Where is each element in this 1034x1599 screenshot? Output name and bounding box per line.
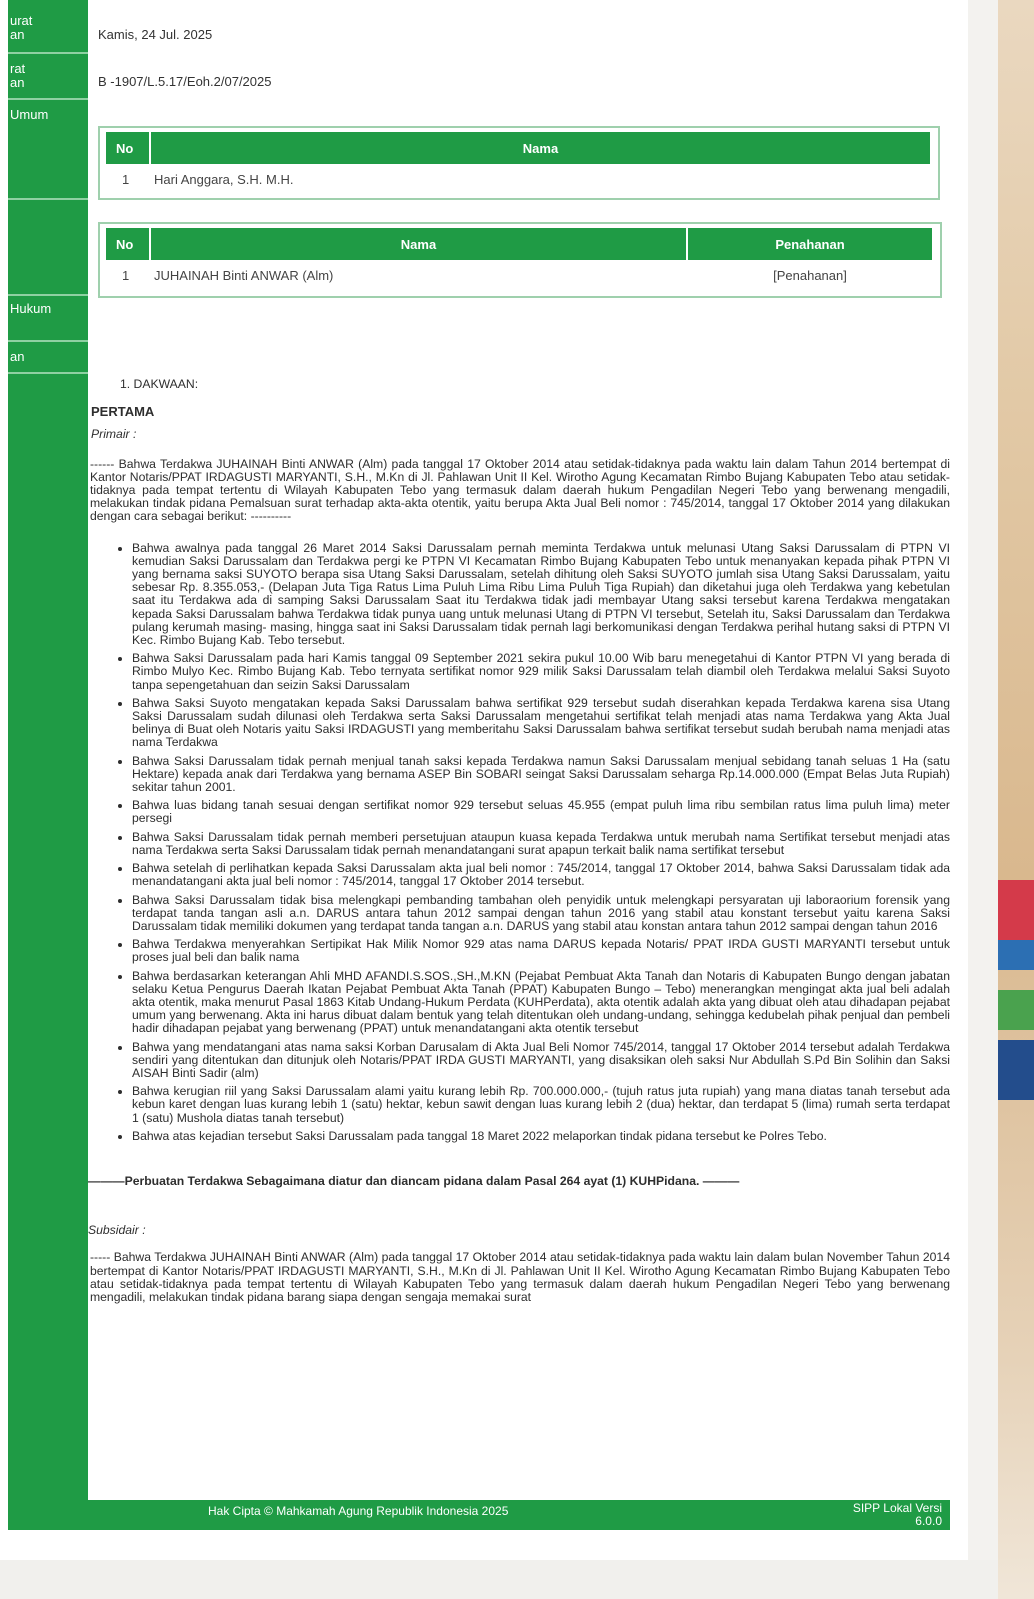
main-content bbox=[88, 0, 954, 1530]
dakwaan-pertama-heading: PERTAMA bbox=[91, 404, 155, 420]
terdakwa-table-frame bbox=[98, 222, 942, 298]
list-item: • Bahwa awalnya pada tanggal 26 Maret 2014 Saksi Darussalam pernah meminta Terdakwa untuk melunasi Utang Saksi Darussalam di PTPN VI kemudian Saksi Darussalam dan Terdakwa pergi ke PTPN VI Kecamatan Rimbo Bujang Kabupaten Tebo untuk menanyakan kepada pihak PTPN VI yang bernama saksi SUYOTO berapa sisa Utang Saksi Darussalam, setelah dihitung oleh Saksi SUYOTO jumlah sisa Utang Saksi Darussalam, yaitu sebesar Rp. 8.355.053,- (Delapan Juta Tiga Ratus Lima Puluh Lima Ribu Lima Puluh Tiga Rupiah) dan diketahui juga oleh Terdakwa yang kebetulan saat itu Terdakwa ada di samping Saksi Darussalam Saat itu Terdakwa tidak jadi membayar Utang saksi tersebut karena Terdakwa mengatakan kepada Saksi Darussalam bahwa Terdakwa tidak punya uang untuk melunasi Utang di PTPN VI tersebut, Setelah itu, Saksi Darussalam dan Terdakwa pulang kerumah masing- masing, hingga saat ini Saksi Darussalam tidak pernah lagi berkomunikasi dengan Terdakwa perihal hutang saksi di PTPN VI Kec. Rimbo Bujang Kab. Tebo tersebut. bbox=[132, 542, 950, 648]
list-item: • Bahwa luas bidang tanah sesuai dengan sertifikat nomor 929 tersebut seluas 45.955 (empat puluh lima ribu sembilan ratus lima puluh lima) meter persegi bbox=[132, 799, 950, 825]
penuntut-umum-table bbox=[106, 132, 932, 194]
tanggal-surat-value: Kamis, 24 Jul. 2025 bbox=[98, 27, 213, 42]
cell-no: 1 bbox=[122, 267, 130, 283]
cell-nama: JUHAINAH Binti ANWAR (Alm) bbox=[154, 267, 334, 283]
list-item: • Bahwa Saksi Suyoto mengatakan kepada Saksi Darussalam bahwa sertifikat 929 tersebut sudah diserahkan kepada Terdakwa karena sisa Utang Saksi Darussalam sudah dilunasi oleh Terdakwa serta Saksi Darussalam mengetahui sertifikat telah menjadi atas nama Terdakwa yang Akta Jual belinya di Buat oleh Notaris yaitu Saksi IRDAGUSTI yang memberitahu Saksi Darussalam bahwa sertifikat tersebut sudah berubah nama menjadi atas nama Terdakwa bbox=[132, 697, 950, 750]
subsidair-intro: ----- Bahwa Terdakwa JUHAINAH Binti ANWAR (Alm) pada tanggal 17 Oktober 2014 atau setidak-tidaknya pada waktu lain dalam bulan November Tahun 2014 bertempat di Kantor Notaris/PPAT IRDAGUSTI MARYANTI, S.H., M.Kn di Jl. Pahlawan Unit II Kel. Wirotho Agung Kecamatan Rimbo Bujang Kabupaten Tebo atau setidak-tidaknya pada tempat tertentu di Wilayah Kabupaten Tebo yang termasuk dalam daerah hukum Pengadilan Negeri Tebo yang berwenang mengadili, melakukan tindak pidana barang siapa dengan sengaja memakai surat bbox=[90, 1250, 950, 1304]
terdakwa-table bbox=[106, 228, 934, 290]
background-photo-edge bbox=[998, 0, 1034, 1599]
footer bbox=[8, 1500, 950, 1530]
dakwaan-closing: ———Perbuatan Terdakwa Sebagaimana diatur dan diancam pidana dalam Pasal 264 ayat (1) KUHPidana. ——— bbox=[88, 1173, 740, 1188]
subsidair-label: Subsidair : bbox=[88, 1223, 146, 1238]
list-item: • Bahwa kerugian riil yang Saksi Darussalam alami yaitu kurang lebih Rp. 700.000.000,- (tujuh ratus juta rupiah) yang mana diatas tanah tersebut ada kebun karet dengan luas kurang lebih 1 (satu) hektar, kebun sawit dengan luas kurang lebih 2 (dua) hektar, dan terdapat 5 (lima) rumah serta terdapat 1 (satu) Mushola diatas tanah tersebut) bbox=[132, 1085, 950, 1125]
table-row bbox=[106, 260, 933, 290]
photo-strip-blue bbox=[998, 940, 1034, 970]
list-item: • Bahwa Saksi Darussalam tidak bisa melengkapi pembanding tambahan oleh penyidik untuk melengkapi persyaratan uji laboraorium forensik yang terdapat tanda tangan asli a.n. DARUS antara tahun 2012 sampai dengan tahun 2016 yang stabil atau konstant tersebut yaitu karena Saksi Darussalam tidak memiliki dokumen yang terdapat tanda tangan a.n. DARUS yang stabil atau konstan antara tahun 2012 sampai dengan tahun 2016 bbox=[132, 894, 950, 934]
list-item: • Bahwa Saksi Darussalam tidak pernah menjual tanah saksi kepada Terdakwa namun Saksi Darussalam menjual sebidang tanah seluas 1 Ha (satu Hektare) kepada anak dari Terdakwa yang bernama ASEP Bin SOBARI seingat Saksi Darussalam seharga Rp.14.000.000 (Empat Belas Juta Rupiah) sekitar tahun 2001. bbox=[132, 755, 950, 795]
cell-no: 1 bbox=[122, 171, 130, 187]
dakwaan-heading: 1. DAKWAAN: bbox=[120, 377, 199, 391]
list-item: • Bahwa Terdakwa menyerahkan Sertipikat Hak Milik Nomor 929 atas nama DARUS kepada Notaris/ PPAT IRDA GUSTI MARYANTI tersebut untuk proses jual beli dan balik nama bbox=[132, 938, 950, 964]
sidebar-item-dakwaan[interactable]: an bbox=[8, 350, 88, 374]
penuntut-umum-table-frame bbox=[98, 126, 940, 200]
list-item: • Bahwa Saksi Darussalam pada hari Kamis tanggal 09 September 2021 sekira pukul 10.00 Wib baru menegetahui di Kantor PTPN VI yang berada di Rimbo Mulyo Kec. Rimbo Bujang Kab. Tebo ternyata sertifikat nomor 929 milik Saksi Darussalam telah diambil oleh Terdakwa melalui Saksi Suyoto tanpa sepengetahuan dan seizin Saksi Darussalam bbox=[132, 652, 950, 692]
dakwaan-document bbox=[88, 378, 950, 1304]
footer-version: SIPP Lokal Versi 6.0.0 bbox=[852, 1501, 942, 1528]
list-item: • Bahwa atas kejadian tersebut Saksi Darussalam pada tanggal 18 Maret 2022 melaporkan tindak pidana tersebut ke Polres Tebo. bbox=[132, 1130, 950, 1143]
sidebar-item-tanggal-surat[interactable]: urat an bbox=[8, 14, 88, 54]
col-no-header: No bbox=[106, 228, 150, 260]
col-nama-header: Nama bbox=[150, 228, 687, 260]
list-item: • Bahwa yang mendatangani atas nama saksi Korban Darusalam di Akta Jual Beli Nomor 745/2014, tanggal 17 Oktober 2014 tersebut adalah Terdakwa sendiri yang ditentukan dan ditunjuk oleh Notaris/PPAT IRDA GUSTI MARYANTI, yang disaksikan oleh saksi Nur Abdullah S.Pd Bin Solihin dan Saksi AISAH Binti Sadir (alm) bbox=[132, 1041, 950, 1081]
photo-strip-green bbox=[998, 990, 1034, 1030]
list-item: • Bahwa berdasarkan keterangan Ahli MHD AFANDI.S.SOS.,SH.,M.KN (Pejabat Pembuat Akta Tanah dan Notaris di Kabupaten Bungo dengan jabatan selaku Ketua Pengurus Daerah Ikatan Pejabat Pembuat Akta Tanah (PPAT) Kabupaten Bungo – Tebo) menerangkan mengingat akta jual beli adalah akta otentik, maka menurut Pasal 1863 Kitab Undang-Hukum Perdata (KUHPerdata), akta otentik adalah akta yang dibuat oleh atau dihadapan pejabat umum yang berwenang. Akta ini harus dibuat dalam bentuk yang telah ditentukan oleh undang-undang, sehingga kedubelah pihak penjual dan pembeli hadir dihadapan pejabat yang berwenang (PPAT) untuk menandatangani akta otentik tersebut bbox=[132, 970, 950, 1036]
primair-label: Primair : bbox=[91, 427, 137, 442]
primair-intro: ------ Bahwa Terdakwa JUHAINAH Binti ANWAR (Alm) pada tanggal 17 Oktober 2014 atau setidak-tidaknya pada waktu lain dalam Tahun 2014 bertempat di Kantor Notaris/PPAT IRDAGUSTI MARYANTI, S.H., M.Kn di Jl. Pahlawan Unit II Kel. Wirotho Agung Kecamatan Rimbo Bujang Kabupaten Tebo atau setidak-tidaknya pada tempat tertentu di Wilayah Kabupaten Tebo yang termasuk dalam daerah hukum Pengadilan Negeri Tebo yang berwenang mengadili, melakukan tindak pidana Pemalsuan surat terhadap akta-akta otentik, yaitu berupa Akta Jual Beli nomor : 745/2014, tanggal 17 Oktober 2014 yang dilakukan dengan cara sebagai berikut: ---------- bbox=[90, 456, 950, 524]
dakwaan-points-list bbox=[88, 542, 950, 1143]
sidebar-item-penuntut-umum[interactable]: Umum bbox=[8, 108, 88, 200]
photo-strip-red bbox=[998, 880, 1034, 940]
list-item: • Bahwa setelah di perlihatkan kepada Saksi Darussalam akta jual beli nomor : 745/2014, tanggal 17 Oktober 2014, bahwa Saksi Darussalam tidak ada menandatangani akta jual beli nomor : 745/2014, tanggal 17 Oktober 2014 tersebut. bbox=[132, 862, 950, 888]
col-no-header: No bbox=[106, 132, 150, 164]
nomor-surat-value: B -1907/L.5.17/Eoh.2/07/2025 bbox=[98, 74, 272, 89]
penahanan-link[interactable]: [Penahanan] bbox=[773, 267, 847, 283]
table-row bbox=[106, 164, 931, 194]
footer-copyright: Hak Cipta © Mahkamah Agung Republik Indonesia 2025 bbox=[208, 1504, 509, 1518]
sidebar bbox=[8, 0, 88, 1530]
background-bottom bbox=[0, 1560, 998, 1599]
photo-strip-navy bbox=[998, 1040, 1034, 1100]
sidebar-item-nomor-surat[interactable]: rat an bbox=[8, 62, 88, 100]
col-nama-header: Nama bbox=[150, 132, 931, 164]
sidebar-item-kuasa-hukum[interactable]: Hukum bbox=[8, 302, 88, 342]
cell-nama: Hari Anggara, S.H. M.H. bbox=[154, 171, 294, 187]
col-penahanan-header: Penahanan bbox=[687, 228, 933, 260]
list-item: • Bahwa Saksi Darussalam tidak pernah memberi persetujuan ataupun kuasa kepada Terdakwa untuk merubah nama Sertifikat tersebut menjadi atas nama Terdakwa serta Saksi Darussalam tidak pernah menandatangani surat apapun terkait balik nama sertifikat tersebut bbox=[132, 831, 950, 857]
sidebar-item-terdakwa[interactable] bbox=[8, 200, 88, 296]
